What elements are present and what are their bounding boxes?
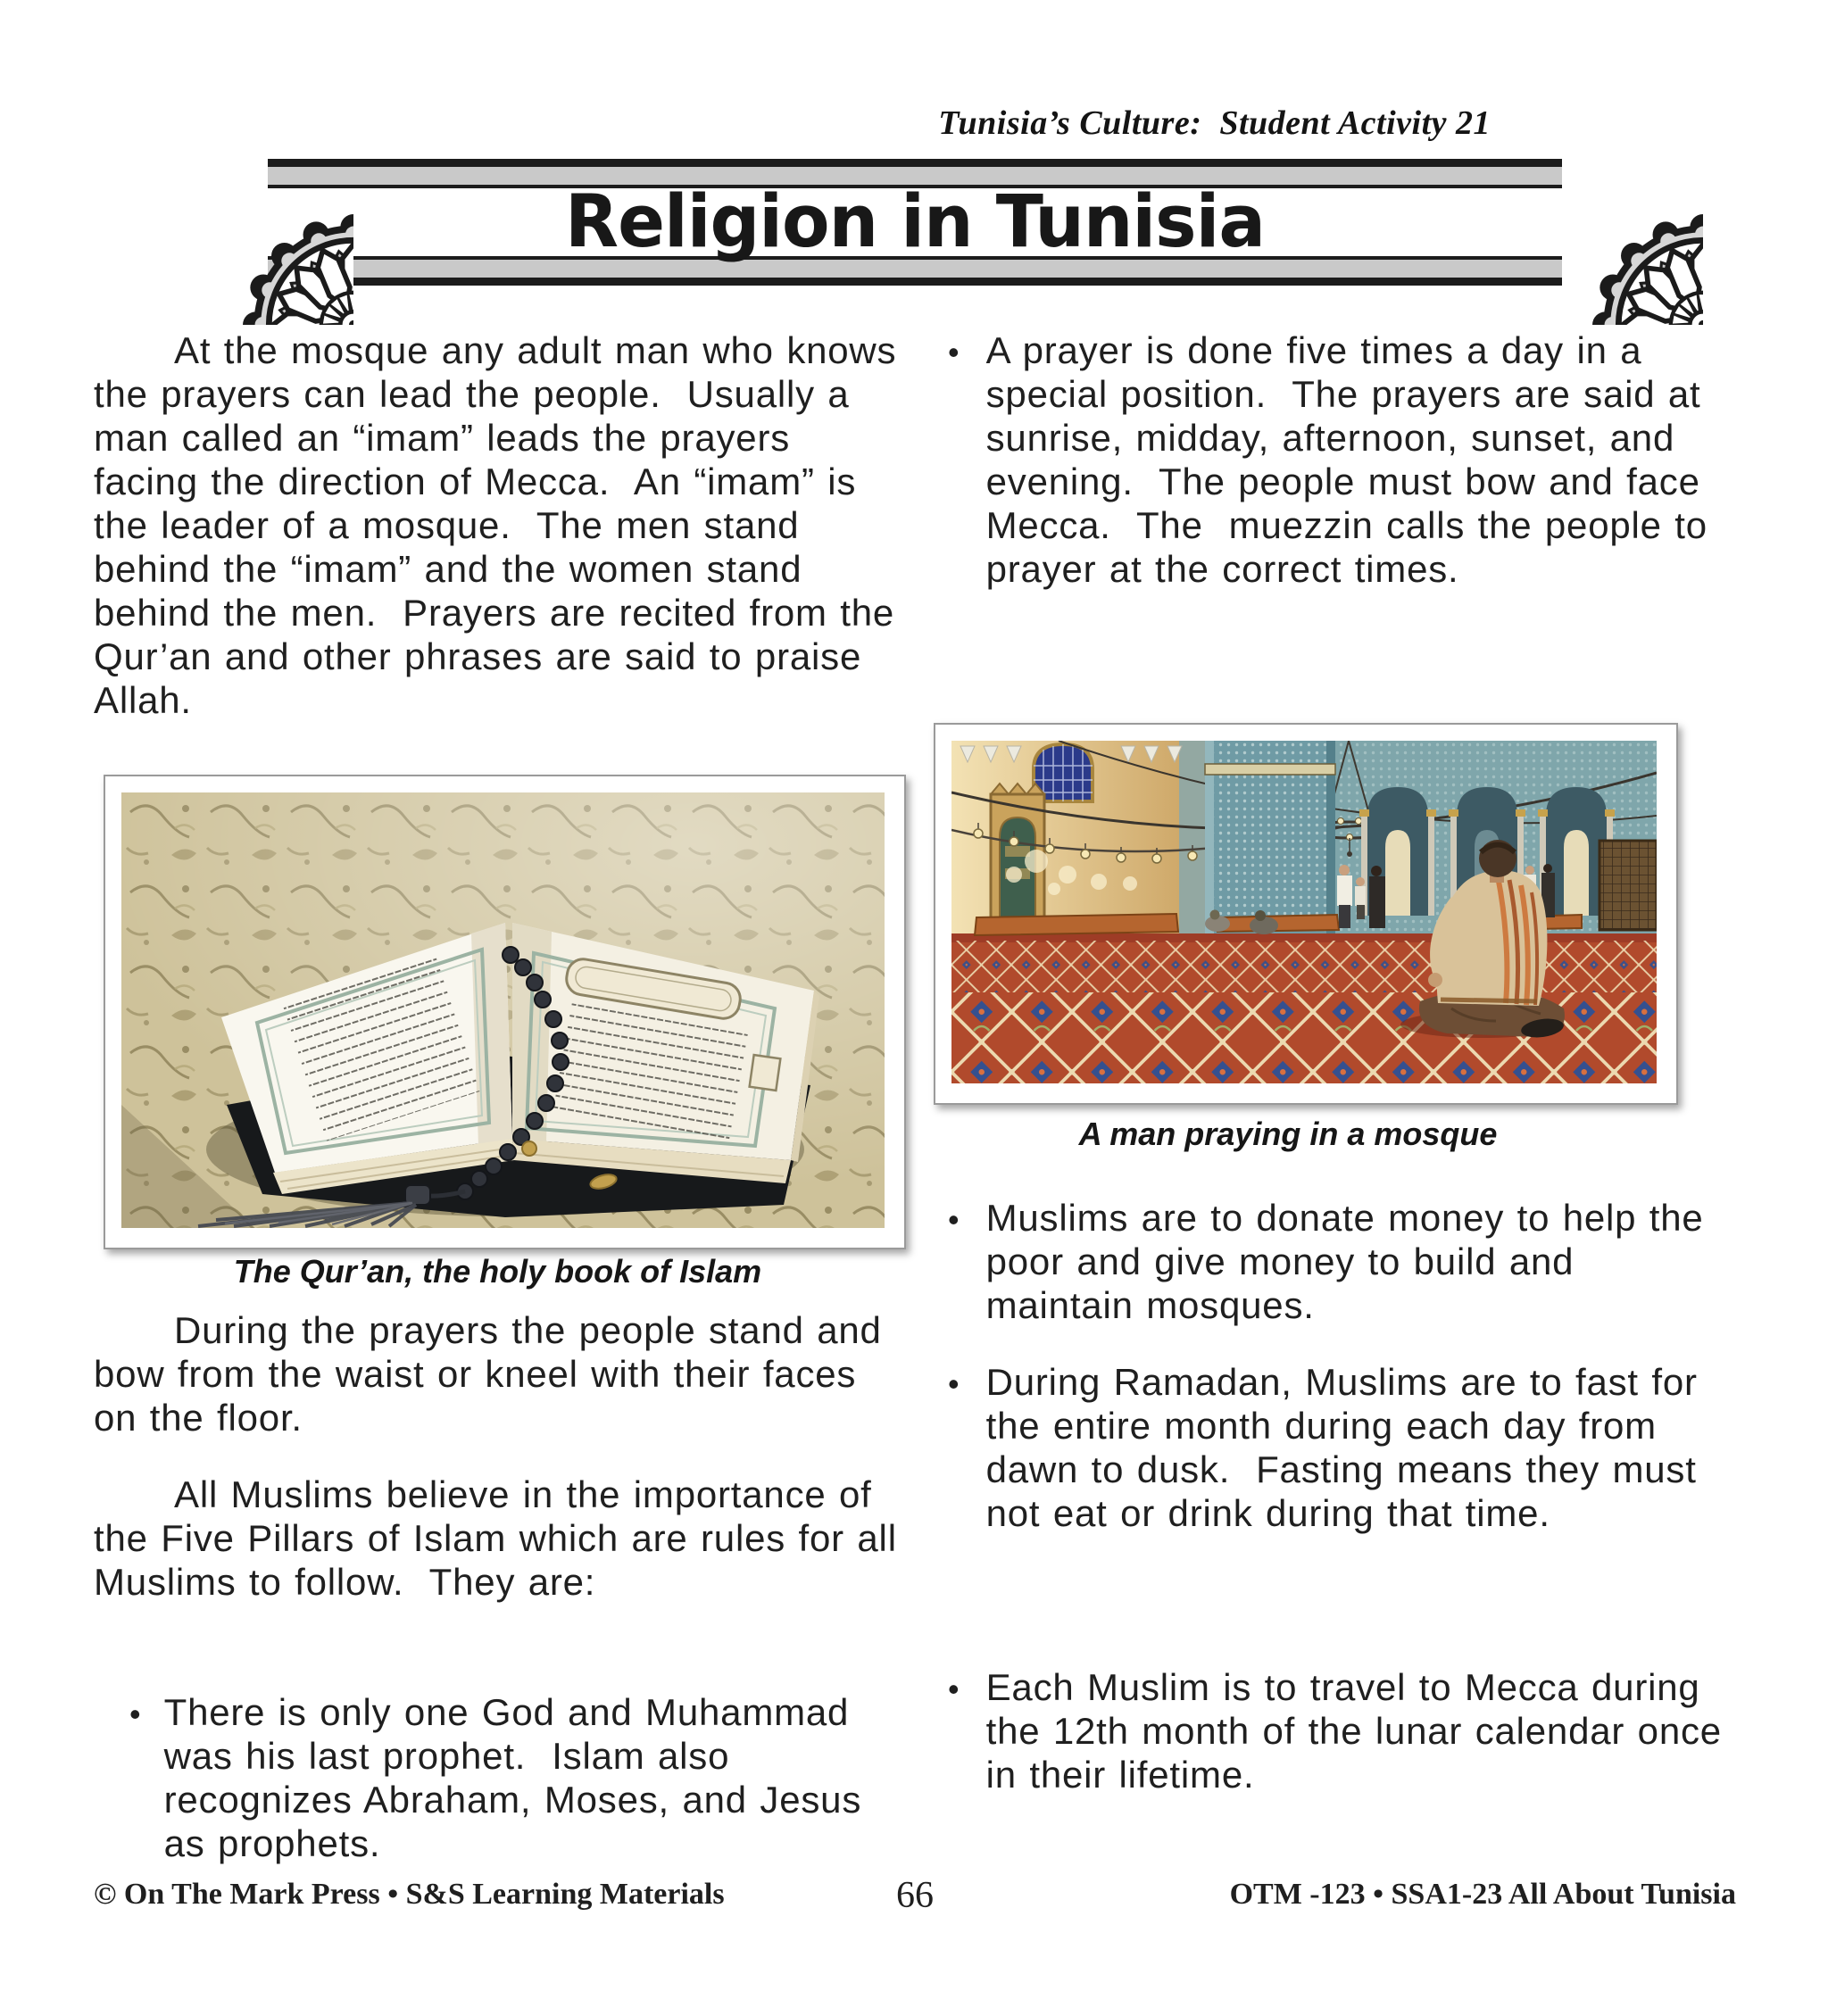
page-title: Religion in Tunisia: [565, 180, 1265, 264]
list-item: [948, 1665, 1733, 1796]
banner-rule: [268, 278, 1562, 286]
list-item: [948, 1196, 1733, 1327]
page-footer: [94, 1875, 1736, 1917]
bullet-dot: •: [948, 334, 960, 370]
banner-rule: [268, 159, 1562, 167]
quran-photo: [104, 775, 906, 1249]
quran-photo-illustration: [121, 792, 885, 1228]
page-number: 66: [896, 1875, 934, 1916]
paragraph-five-pillars: All Muslims believe in the importance of the Five Pillars of Islam which are rules for all Muslims to follow. They are:: [94, 1473, 910, 1603]
title-banner: [268, 159, 1562, 286]
rosette-medallion-icon: [1482, 104, 1703, 325]
list-item: [948, 1360, 1733, 1535]
bullet-ramadan-fast: During Ramadan, Muslims are to fast for the entire month during each day from dawn to dusk. Fasting means they must not eat or drink during that time.: [985, 1361, 1711, 1534]
list-item: [948, 328, 1733, 591]
mosque-photo-illustration: [951, 741, 1657, 1083]
footer-product-code: OTM -123 • SSA1-23 All About Tunisia: [1229, 1878, 1736, 1911]
bullet-dot: •: [948, 1365, 960, 1402]
list-item: [129, 1690, 902, 1865]
bullet-dot: •: [948, 1201, 960, 1238]
mosque-photo: [934, 723, 1678, 1105]
bullet-dot: •: [129, 1696, 141, 1732]
bullet-five-prayers: A prayer is done five times a day in a special position. The prayers are said at sunrise, midday, afternoon, sunset, and evening. The people must bow and face Mecca. The muezzin calls the people to prayer at the correct times.: [985, 329, 1721, 590]
banner-title-area: [268, 180, 1562, 264]
bullet-dot: •: [948, 1671, 960, 1707]
paragraph-mosque-imam: At the mosque any adult man who knows the prayers can lead the people. Usually a man called an “imam” leads the prayers facing the direction of Mecca. An “imam” is the leader of a mosque. The men stand behind the “imam” and the women stand behind the men. Prayers are recited from the Qur’an and other phrases are said to praise Allah.: [94, 329, 910, 721]
mosque-photo-caption: A man praying in a mosque: [1078, 1116, 1498, 1152]
rosette-medallion-icon: [132, 104, 353, 325]
activity-label: Tunisia’s Culture: Student Activity 21: [938, 104, 1491, 142]
quran-photo-caption: The Qur’an, the holy book of Islam: [233, 1253, 762, 1290]
paragraph-prayer-posture: During the prayers the people stand and bow from the waist or kneel with their faces on the floor.: [94, 1309, 895, 1439]
bullet-one-god: There is only one God and Muhammad was his last prophet. Islam also recognizes Abraham, Moses, and Jesus as prophets.: [163, 1691, 875, 1864]
bullet-donate-money: Muslims are to donate money to help the poor and give money to build and maintain mosques.: [985, 1197, 1717, 1326]
bullet-travel-mecca: Each Muslim is to travel to Mecca during the 12th month of the lunar calendar once in their lifetime.: [985, 1666, 1735, 1796]
footer-publisher: © On The Mark Press • S&S Learning Materials: [94, 1878, 725, 1911]
